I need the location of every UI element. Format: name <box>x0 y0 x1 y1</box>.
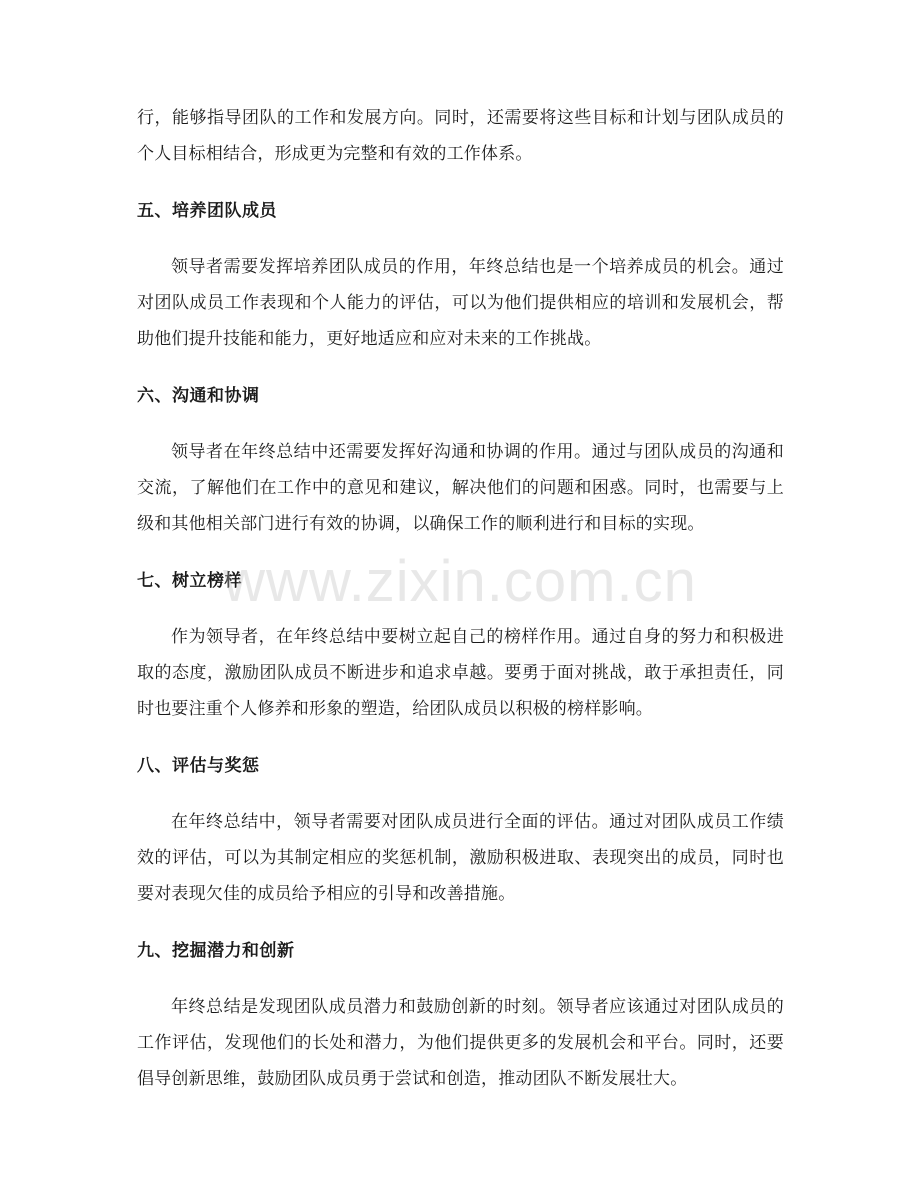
section-heading-9: 九、挖掘潜力和创新 <box>137 941 295 961</box>
section-body-5: 领导者需要发挥培养团队成员的作用，年终总结也是一个培养成员的机会。通过对团队成员工作表现和个人能力的评估，可以为他们提供相应的培训和发展机会，帮助他们提升技能和能力，更好地适应和应对未来的工作挑战。 <box>137 257 784 349</box>
watermark: www.zixin.com.cn <box>223 549 697 614</box>
section-body-9: 年终总结是发现团队成员潜力和鼓励创新的时刻。领导者应该通过对团队成员的工作评估，发现他们的长处和潜力，为他们提供更多的发展机会和平台。同时，还要倡导创新思维，鼓励团队成员勇于尝试和创造，推动团队不断发展壮大。 <box>137 997 784 1089</box>
section-body-6: 领导者在年终总结中还需要发挥好沟通和协调的作用。通过与团队成员的沟通和交流，了解他们在工作中的意见和建议，解决他们的问题和困惑。同时，也需要与上级和其他相关部门进行有效的协调，以确保工作的顺利进行和目标的实现。 <box>137 442 784 534</box>
section-heading-7: 七、树立榜样 <box>137 571 242 591</box>
section-body-8: 在年终总结中，领导者需要对团队成员进行全面的评估。通过对团队成员工作绩效的评估，可以为其制定相应的奖惩机制，激励积极进取、表现突出的成员，同时也要对表现欠佳的成员给予相应的引导和改善措施。 <box>137 812 784 904</box>
section-heading-8: 八、评估与奖惩 <box>137 756 260 776</box>
intro-paragraph: 行，能够指导团队的工作和发展方向。同时，还需要将这些目标和计划与团队成员的个人目标相结合，形成更为完整和有效的工作体系。 <box>137 108 784 164</box>
section-heading-6: 六、沟通和协调 <box>137 386 260 406</box>
section-body-7: 作为领导者，在年终总结中要树立起自己的榜样作用。通过自身的努力和积极进取的态度，激励团队成员不断进步和追求卓越。要勇于面对挑战，敢于承担责任，同时也要注重个人修养和形象的塑造，给团队成员以积极的榜样影响。 <box>137 627 784 719</box>
document-body <box>137 100 784 1097</box>
section-heading-5: 五、培养团队成员 <box>137 201 277 221</box>
